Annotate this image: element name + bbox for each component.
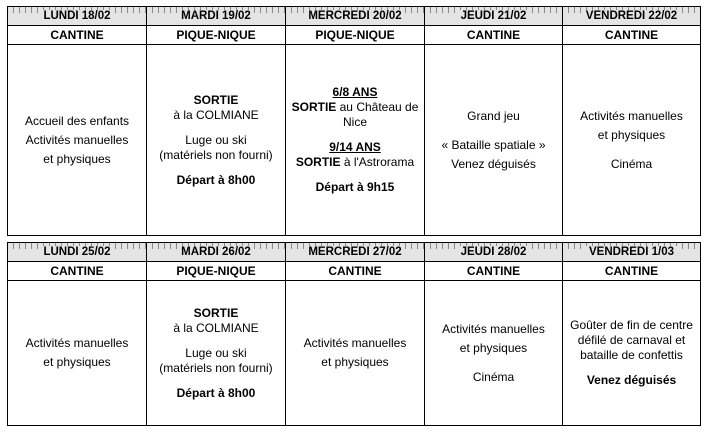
equipment-note: (matériels non fourni) bbox=[159, 360, 273, 375]
activity-line: Activités manuelles bbox=[303, 336, 407, 350]
day-column-thursday-21 bbox=[424, 7, 562, 235]
day-column-monday-18 bbox=[8, 7, 146, 235]
meal-label: CANTINE bbox=[563, 26, 700, 45]
activity-line: Activités manuelles bbox=[580, 108, 683, 123]
day-column-wednesday-20 bbox=[285, 7, 424, 235]
day-activities bbox=[286, 281, 424, 425]
day-activities bbox=[563, 281, 700, 425]
day-column-friday-1 bbox=[562, 243, 700, 425]
meal-label: PIQUE-NIQUE bbox=[147, 26, 285, 45]
meal-label: CANTINE bbox=[563, 262, 700, 281]
outing-place: à la COLMIANE bbox=[173, 107, 259, 122]
day-header: JEUDI 28/02 bbox=[425, 243, 562, 262]
meal-label: CANTINE bbox=[8, 26, 146, 45]
outing-line: SORTIE à l'Astrorama bbox=[295, 155, 415, 169]
day-column-friday-22 bbox=[562, 7, 700, 235]
day-column-wednesday-27 bbox=[285, 243, 424, 425]
outing-line: SORTIE au Château de Nice bbox=[291, 100, 419, 129]
day-header: JEUDI 21/02 bbox=[425, 7, 562, 26]
departure-time: Départ à 9h15 bbox=[315, 180, 395, 194]
activity-line: Cinéma bbox=[472, 369, 515, 384]
activity-line: et physiques bbox=[597, 127, 666, 142]
meal-label: PIQUE-NIQUE bbox=[286, 26, 424, 45]
day-header: MERCREDI 27/02 bbox=[286, 243, 424, 262]
activity-line: Venez déguisés bbox=[451, 156, 536, 171]
day-column-tuesday-19 bbox=[146, 7, 285, 235]
outing-place: à la COLMIANE bbox=[173, 320, 259, 335]
activity-line: Cinéma bbox=[610, 156, 653, 171]
meal-label: CANTINE bbox=[425, 26, 562, 45]
day-activities bbox=[425, 281, 562, 425]
activity-line: bataille de confettis bbox=[580, 348, 683, 362]
activity-line: Luge ou ski bbox=[185, 132, 247, 147]
day-activities bbox=[286, 45, 424, 235]
day-header: LUNDI 18/02 bbox=[8, 7, 146, 26]
activity-line: Activités manuelles bbox=[442, 321, 545, 336]
day-column-tuesday-26 bbox=[146, 243, 285, 425]
day-activities bbox=[147, 45, 285, 235]
activity-line: défilé de carnaval et bbox=[577, 333, 686, 347]
day-header: MARDI 19/02 bbox=[147, 7, 285, 26]
day-header: MARDI 26/02 bbox=[147, 243, 285, 262]
week-2-table bbox=[7, 242, 701, 426]
departure-time: Départ à 8h00 bbox=[176, 172, 256, 187]
outing-label: SORTIE bbox=[193, 92, 239, 107]
day-column-thursday-28 bbox=[424, 243, 562, 425]
activity-line: et physiques bbox=[43, 355, 111, 369]
meal-label: CANTINE bbox=[8, 262, 146, 281]
activity-line: Goûter de fin de centre bbox=[570, 318, 693, 332]
equipment-note: (matériels non fourni) bbox=[159, 147, 273, 162]
departure-time: Départ à 8h00 bbox=[176, 385, 256, 400]
day-activities bbox=[8, 281, 146, 425]
activity-line: Activités manuelles bbox=[25, 132, 129, 147]
costume-note: Venez déguisés bbox=[586, 373, 677, 387]
meal-label: CANTINE bbox=[286, 262, 424, 281]
activity-line: Luge ou ski bbox=[185, 345, 247, 360]
activity-line: Accueil des enfants bbox=[24, 113, 130, 128]
day-activities bbox=[147, 281, 285, 425]
activity-line: « Bataille spatiale » bbox=[441, 137, 546, 152]
day-activities bbox=[425, 45, 562, 235]
day-header: MERCREDI 20/02 bbox=[286, 7, 424, 26]
day-column-monday-25 bbox=[8, 243, 146, 425]
activity-line: et physiques bbox=[43, 151, 111, 166]
day-header: LUNDI 25/02 bbox=[8, 243, 146, 262]
meal-label: CANTINE bbox=[425, 262, 562, 281]
day-header: VENDREDI 22/02 bbox=[563, 7, 700, 26]
day-activities bbox=[563, 45, 700, 235]
activity-line: et physiques bbox=[321, 355, 389, 369]
day-header: VENDREDI 1/03 bbox=[563, 243, 700, 262]
age-group-label: 6/8 ANS bbox=[332, 85, 378, 99]
outing-label: SORTIE bbox=[193, 305, 239, 320]
activity-line: Activités manuelles bbox=[25, 336, 129, 350]
day-activities bbox=[8, 45, 146, 235]
week-1-table bbox=[7, 6, 701, 236]
meal-label: PIQUE-NIQUE bbox=[147, 262, 285, 281]
age-group-label: 9/14 ANS bbox=[329, 140, 381, 154]
activity-line: et physiques bbox=[459, 340, 528, 355]
activity-line: Grand jeu bbox=[467, 108, 520, 123]
